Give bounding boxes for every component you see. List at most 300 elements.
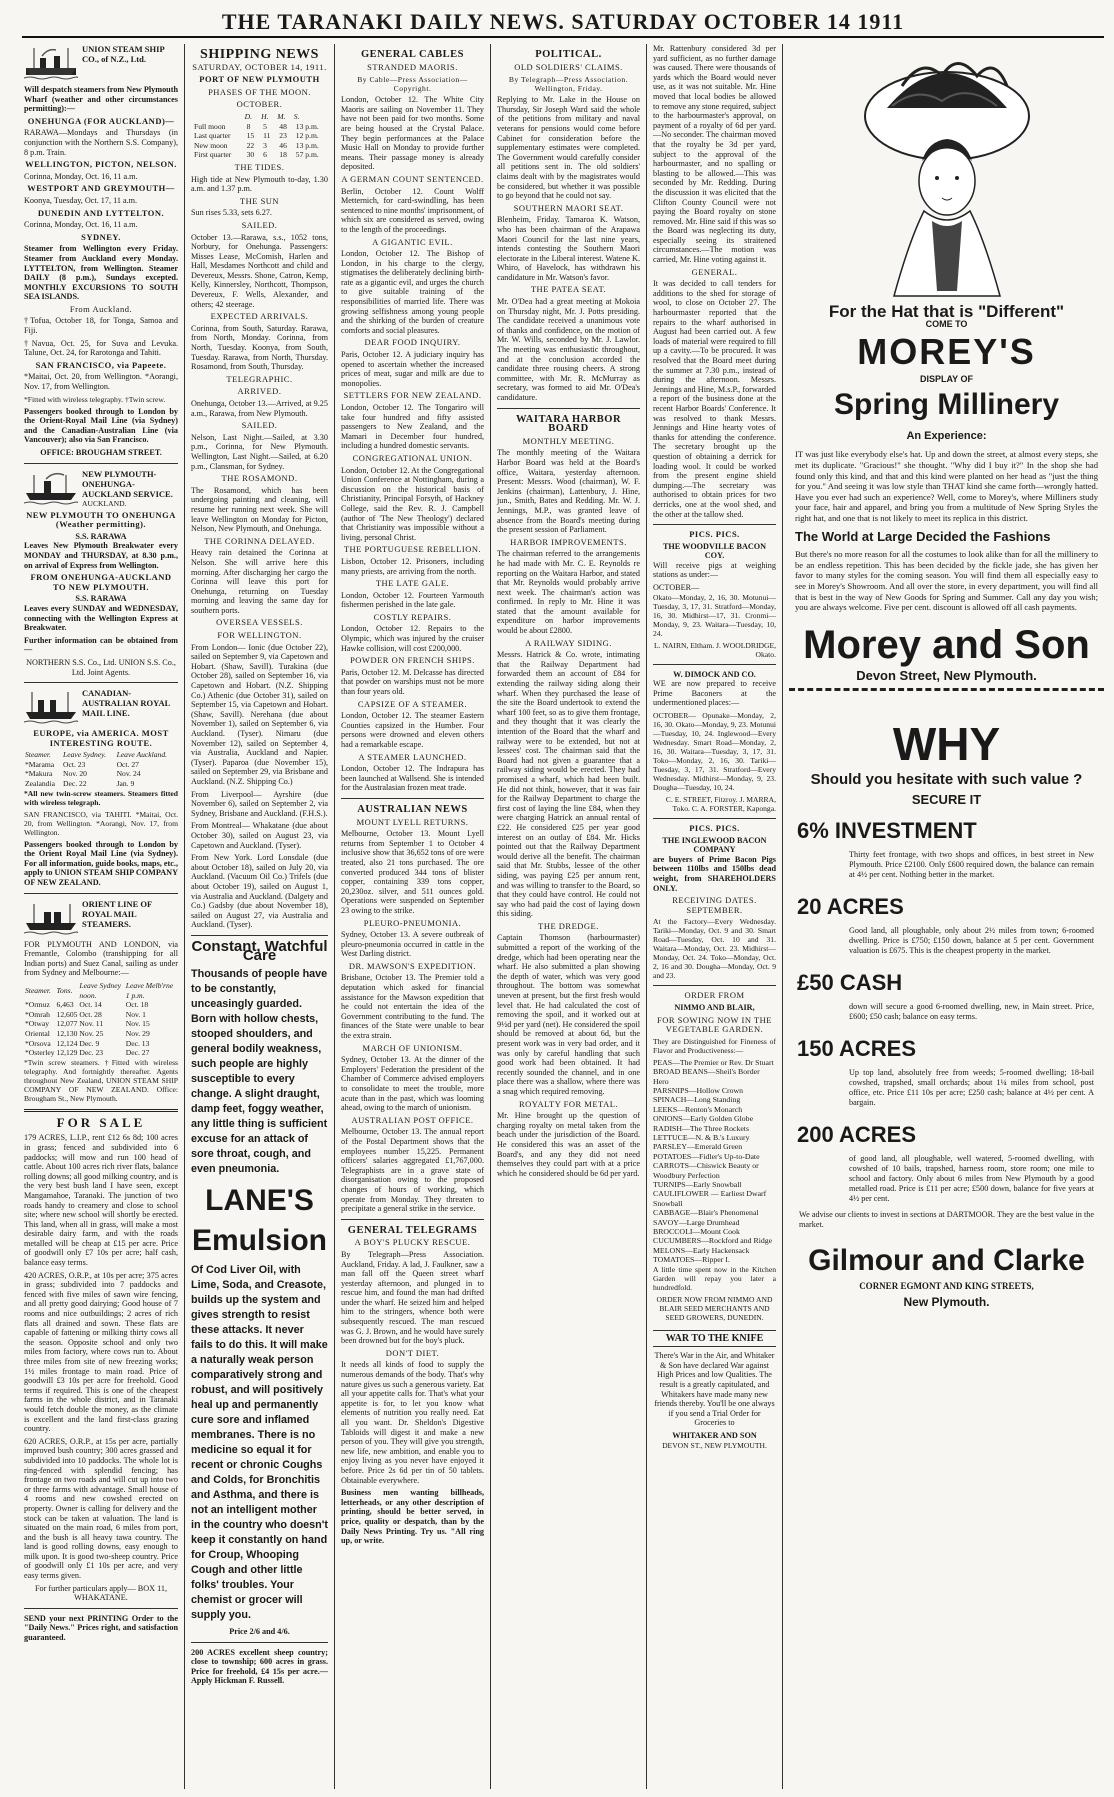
table-header: Steamer. <box>25 985 51 995</box>
morey-and-son: Morey and Son <box>803 622 1090 667</box>
repairs-heading: COSTLY REPAIRS. <box>373 611 452 622</box>
onehunga-body: RARAWA—Mondays and Thursdays (in conjunction with the Northern S.S. Company), 8 p.m. Train. <box>24 128 178 157</box>
divider <box>24 463 178 464</box>
divider <box>24 893 178 894</box>
gale-body: London, October 12. Fourteen Yarmouth fishermen perished in the late gale. <box>341 590 484 610</box>
table-cell: Zealandia <box>25 779 55 789</box>
war-address: DEVON ST., NEW PLYMOUTH. <box>662 1440 767 1450</box>
war-heading: WAR TO THE KNIFE <box>653 1330 776 1348</box>
table-cell: 57 p.m. <box>295 150 319 160</box>
table-header: M. <box>277 111 286 121</box>
pics-heading-2: PICS. PICS. <box>689 823 740 834</box>
dimock-agents: C. E. STREET, Fitzroy. J. MARRA, Toko. C. A. FORSTER, Kaponga. <box>665 795 776 814</box>
table-row <box>24 1019 178 1029</box>
inglewood-sub: RECEIVING DATES. SEPTEMBER. <box>672 895 757 915</box>
overseas-sub: FOR WELLINGTON. <box>217 630 302 641</box>
general-body: It was decided to call tenders for additions to the shed for storage of wool, to close on October 27. The harbourmaster reported that the repairs to the wharf authorised in August had been carried out. A few loads of material were required to fill up a cavity.—To be procured. It was resolved that the Board meet during the summer at 7.30 p.m., instead of during the afternoon. Messrs. Jennings and Hine, M.s.P., forwarded a report of the business done at the recent Harbor Boards' Conference. It was resolved to thank Messrs. Jennings and Hine hearty votes of thanks for attending the conference. The secretary brought up the question of obtaining a derrick for loading wool. It could be worked from the present engine shield dumping.—The secretary was authorised to obtain prices for two derricks, one at the wool shed, and the other at the tallow shed. <box>653 279 776 519</box>
dredge-heading: THE DREDGE. <box>538 920 599 931</box>
sf-heading: SAN FRANCISCO, via Papeete. <box>35 359 167 370</box>
claims-heading: OLD SOLDIERS' CLAIMS. <box>514 61 623 72</box>
list-item: CUCUMBERS—Rockford and Ridge <box>653 1236 773 1246</box>
list-item: PEAS—The Premier or Rev. Dr Stuart <box>653 1057 774 1067</box>
lane-constant-heading: Constant, Watchful Care <box>191 937 328 965</box>
masthead: THE TARANAKI DAILY NEWS. SATURDAY OCTOBER 14 1911 <box>22 8 1104 38</box>
table-cell: 12,605 <box>56 1009 78 1019</box>
list-item: RADISH—The Three Rockets <box>653 1123 749 1133</box>
steamship-icon <box>24 899 78 937</box>
nimmo-intro: They are Distinguished for Fineness of Flavor and Productiveness:— <box>653 1036 776 1055</box>
congr-heading: CONGREGATIONAL UNION. <box>352 452 473 463</box>
np-body-1: Leaves New Plymouth Breakwater every MONDAY and THURSDAY, at 8.30 p.m., on arrival of Express from Wellington. <box>24 541 178 570</box>
corinna-heading: THE CORINNA DELAYED. <box>204 535 315 546</box>
usc-intro: Will despatch steamers from New Plymouth Wharf (weather and other circumstances permitting):— <box>24 85 178 114</box>
table-cell: Nov. 20 <box>63 769 87 779</box>
table-cell: 12,077 <box>56 1019 78 1029</box>
table-cell: Full moon <box>194 121 226 131</box>
table-header <box>191 112 244 122</box>
table-header: Leave Melb'rne 1 p.m. <box>125 981 174 1000</box>
table-cell: 12,130 <box>56 1028 78 1038</box>
port-rebellion-heading: THE PORTUGUESE REBELLION. <box>343 544 482 555</box>
table-header: Leave Sydney. <box>63 750 107 760</box>
table-row <box>191 131 328 141</box>
wellington-body: Corinna, Monday, Oct. 16, 11 a.m. <box>24 171 138 181</box>
expected-body: Corinna, from South, Saturday. Rarawa, from North, Monday. Corinna, from North, Tuesday. Koonya, from South, Tuesday. Rarawa, from North, Thursday. Rosamond, from South, Thursday. <box>191 323 328 372</box>
column-harbor-and-ads <box>646 44 782 1789</box>
column-political <box>490 44 646 1789</box>
stranded-body: London, October 12. The White City Maoris are sailing on November 11. They have not been paid for two months. Some are being housed at the Crystal Palace. They begin performances at the Palace Music Hall on Monday to provide further means. Their passage money is already deposited. <box>341 95 484 172</box>
pleuro-body: Sydney, October 13. A severe outbreak of pleuro-pneumonia occurred in cattle in the West Darling district. <box>341 930 484 959</box>
sydney-heading: SYDNEY. <box>81 231 121 242</box>
harbor-heading: HARBOR IMPROVEMENTS. <box>510 536 627 547</box>
onehunga-heading: ONEHUNGA (FOR AUCKLAND)— <box>27 115 175 126</box>
car-note: *All new twin-screw steamers. Steamers fitted with wireless telegraph. <box>24 788 178 807</box>
why-question: Should you hesitate with such value ? <box>810 771 1083 789</box>
morey-world-body: But there's no more reason for all the costumes to look alike than for all the millinery to be an endless repetition. This has been decided by the fickle jade, she has given her favor to many styles for the coming season. You will find them all especially easy to see in Morey's Showroom. And all over the store, in every department, you will find all that is best in the way of New Goods for Spring and Summer. Call any day you wish; you are always welcome. Five per cent. discount is allowed off all cash payments. <box>795 549 1098 613</box>
np-agents: NORTHERN S.S. Co., Ltd. UNION S.S. Co., Ltd. Joint Agents. <box>26 657 176 677</box>
table-header: S. <box>293 111 300 121</box>
morey-spring: Spring Millinery <box>833 387 1060 421</box>
lane-price: Price 2/6 and 4/6. <box>229 1627 290 1637</box>
cash-body: down will secure a good 6-roomed dwelling, new, in Main street. Price, £600; £50 cash; balance on easy terms. <box>849 1002 1094 1022</box>
for-sale-heading: FOR SALE <box>56 1114 146 1130</box>
launched-heading: A STEAMER LAUNCHED. <box>358 751 467 762</box>
table-cell: 22 <box>246 140 255 150</box>
table-cell: Oct. 23 <box>63 759 86 769</box>
monthly-heading: MONTHLY MEETING. <box>522 435 615 446</box>
union-steam-ad <box>24 44 178 82</box>
royalty-heading: ROYALTY FOR METAL. <box>518 1098 619 1109</box>
table-cell: 12 p.m. <box>295 131 319 141</box>
np-ship-2: S.S. RARAWA <box>75 594 127 604</box>
acres-200-body: of good land, all ploughable, well watered, 5-roomed dwelling, with cowshed of 10 bails, trapshed, harness room, store room; one mile to school and factory. Only about 6 miles from New Plymouth by a good metalled road. Price is £11 per acre; £500 down, balance for five years at 4½ per cent. <box>849 1154 1094 1204</box>
woodville-month: OCTOBER— <box>653 583 700 593</box>
list-item: TOMATOES—Ripper I. <box>653 1255 730 1265</box>
acres-150-heading: 150 ACRES <box>797 1036 917 1062</box>
lyell-heading: MOUNT LYELL RETURNS. <box>356 816 469 827</box>
shipping-date: SATURDAY, OCTOBER 14, 1911. <box>192 61 327 72</box>
list-item: ONIONS—Early Golden Globe <box>653 1114 754 1124</box>
lane-title-2: Emulsion <box>191 1224 327 1258</box>
list-item: SPINACH—Long Standing <box>653 1095 741 1105</box>
general-cables-heading: GENERAL CABLES <box>361 49 464 60</box>
rosamond-heading: THE ROSAMOND. <box>221 473 298 484</box>
diet-heading: DON'T DIET. <box>385 1347 440 1358</box>
rosamond-body: The Rosamond, which has been undergoing painting and cleaning, will resume her running next week. She will leave Wellington on Monday for Picton, Nelson, New Plymouth, and Onehunga. <box>191 485 328 534</box>
table-header: Tons. <box>56 985 73 995</box>
food-heading: DEAR FOOD INQUIRY. <box>364 337 461 348</box>
nimmo-title: NIMMO AND BLAIR, <box>674 1002 755 1012</box>
overseas-london: From London— Ionic (due October 22), sailed on September 9, via Capetown and Hobart. (Shaw, Savill). Turakina (due October 28), sailed on September 16, via Capetown and Hobart. (N.Z. Shipping Co.) Athenic (due October 31), sailed on September 15, via Capetown and Hobart. (Shaw, Savill). Nerehana (due about November 1), sailed on September 6, via Auckland. (Tyser). Nimaru (due November 12), sailed on September 4, via Australia, Auckland and Napier. (Tyser). Paparoa (due November 15), sailed on September 29, via Brisbane and Auckland. (N.Z. Shipping Co.) <box>191 642 328 786</box>
expected-heading: EXPECTED ARRIVALS. <box>210 311 309 322</box>
car-table <box>24 750 178 788</box>
claims-body: Replying to Mr. Lake in the House on Thursday, Sir Joseph Ward said the whole of the petitions from military and naval veterans for pensions would come before Cabinet for consideration before the supplementary estimates were completed. The Government would carefully consider all petitions sent in. The old soldiers' claims dealt with by the magistrates would be considered, but whether it was possible to go beyond that he could not say. <box>497 95 640 201</box>
evil-heading: A GIGANTIC EVIL. <box>372 236 453 247</box>
why-heading: WHY <box>892 718 1001 771</box>
woodville-title: THE WOODVILLE BACON COY. <box>662 541 767 561</box>
mawson-body: Brisbane, October 13. The Premier told a deputation which asked for financial assistance for the Mawson expedition that he could not entertain the idea of the Government contributing to the fund. The finances of the State were unable to bear the extra strain. <box>341 973 484 1041</box>
table-cell: Dec. 13 <box>125 1038 150 1048</box>
table-cell: Oct. 28 <box>79 1009 102 1019</box>
car-sub: EUROPE, via AMERICA. MOST INTERESTING ROUTE. <box>33 728 169 748</box>
table-cell: *Makura <box>25 769 53 779</box>
table-row <box>24 1000 178 1010</box>
sailed-body: October 13.—Rarawa, s.s., 1052 tons, Norbury, for Onehunga. Passengers: Misses Lease, McComish, Harlen and Hall, Mesdames Northcott and child and Devereux, Messrs. Shone, Catron, Kemp, Kelly, Kinnersley, Northcott, Thompson, Devereux, F. Wells, Alexander, and others; 42 steerage. <box>191 232 328 309</box>
dimock-title: W. DIMOCK AND CO. <box>673 669 756 679</box>
table-cell: Nov. 25 <box>79 1028 104 1038</box>
german-heading: A GERMAN COUNT SENTENCED. <box>341 173 484 184</box>
arrived-heading: ARRIVED. <box>237 386 282 397</box>
car-passengers: Passengers booked through to London by the Orient Royal Mail Line (via Sydney). For all information, guide books, maps, etc., apply to UNION STEAM SHIP COMPANY OF NEW ZEALAND. <box>24 839 178 888</box>
lyell-body: Melbourne, October 13. Mount Lyell returns from September 1 to October 4 inclusive show that 36,652 tons of ore were treated, also 21 tons purchased. The ore converted produced 344 tons of blister copper, containing 339 tons copper, 20,230oz. silver, and 511 ounces gold. Operations were suspended on September 23 owing to the strike. <box>341 829 484 915</box>
wellington-heading: WELLINGTON, PICTON, NELSON. <box>25 159 177 170</box>
woodville-agents: L. NAIRN, Eltham. J. WOOLDRIDGE, Okato. <box>654 640 776 659</box>
list-item: PARSNIPS—Hollow Crown <box>653 1085 744 1095</box>
table-cell: Dec. 22 <box>63 779 87 789</box>
war-body: There's War in the Air, and Whitaker & Son have declared War against High Prices and low Qualities. The result is a greatly capitulated, and Whitakers have made many new friends thereby. You'll be one always if you send a Trial Order for Groceries to <box>654 1351 775 1428</box>
pics-heading-1: PICS. PICS. <box>689 529 740 540</box>
pleuro-heading: PLEURO-PNEUMONIA. <box>363 917 462 928</box>
post-body: Melbourne, October 13. The annual report of the Postal Department shows that the employees number 15,225. Permanent officers' salaries aggregated £1,767,000. Telegraphists are in a grave state of disorganisation owing to the proposed changes of hours of working, which operate from Monday. They threaten to precipitate a general strike in the service. <box>341 1127 484 1214</box>
np-info: Further information can be obtained from— <box>24 635 178 655</box>
siding-body: Messrs. Hatrick & Co. wrote, intimating that the Railway Department had forwarded them an account of £84 for extending the railway siding along their wharf. When they purchased the lease of the site the Board undertook to extend the wharf 100 feet, so as to give them frontage, and they thought that it was clearly the intention of the Board that the wharf and railway were to be extended, but not at lessees' cost. The chairman said that the Board had not given a guarantee that a railway siding would be erected. They had promised a wharf, which had been built. He did not think, however, that it was fair for the Railway Department to charge the first cost of laying the line £84, when they were charging Hatrick an annual rental of £22. He considered £25 per year good interest on an outlay of £84. Mr. Hicks pointed out that the Railway Department would derive all the benefit. The chairman said that Mr. Stubbs, lessee of the other siding, was paying £25 per annum rent, and was willing to transfer to the Board, so that they could have control. He could not say who had paid the cost of laying down this siding. <box>497 650 640 919</box>
table-cell: Nov. 24 <box>116 769 141 779</box>
sailed2-body: Nelson, Last Night.—Sailed, at 3.30 p.m., Corinna, for New Plymouth. Wellington, Last Night.—Sailed, at 6.20 p.m., Clansman, for Sydney. <box>191 432 328 471</box>
morey-experience-heading: An Experience: <box>906 429 987 442</box>
inglewood-title: THE INGLEWOOD BACON COMPANY <box>662 835 767 855</box>
overseas-newyork: From New York. Lord Lonsdale (due about October 18), sailed on July 20, via Auckland. (Vacuum Oil Co.) Trifels (due about October 19), sailed on August 1, via Australia and Auckland. (Dalgety and Co.) Gadsby (due about November 18), sailed on August 27, via Australia and Auckland. (Tyser). <box>191 853 328 930</box>
divider <box>24 682 178 683</box>
np-title: NEW PLYMOUTH-ONEHUNGA-AUCKLAND SERVICE. <box>82 468 173 499</box>
cash-heading: £50 CASH <box>797 970 903 996</box>
nimmo-order: ORDER NOW FROM NIMMO AND BLAIR SEED MERCHANTS AND SEED GROWERS, DUNEDIN. <box>656 1294 773 1322</box>
woodville-list: Okato—Monday, 2, 16, 30. Motunui—Tuesday, 3, 17, 31. Stratford—Monday, 16, 30. Midhirst—17, 31. Cronmi—Monday, 9, 23. Waitara—Tuesday, 10, 24. <box>653 592 776 638</box>
table-row <box>24 779 178 789</box>
table-cell: Oct. 18 <box>125 1000 149 1010</box>
table-cell: New moon <box>194 140 228 150</box>
divider <box>341 798 484 799</box>
lane-body-1: Thousands of people have to be constantly, unceasingly guarded. Born with hollow chests, stooped shoulders, and general bodily weakness, such people are highly susceptible to every change. A slight draught, damp feet, foggy weather, any little thing is sufficient excuse for an attack of sore throat, cough, and even pneumonia. <box>191 968 328 1176</box>
table-cell: 12,129 <box>56 1048 78 1058</box>
harbor-continued: Mr. Rattenbury considered 3d per yard sufficient, as no further damage was caused. There were thousands of yards which the Board would never use, as it was not suitable. Mr. Hine moved that local bodies be allowed to remove any stone required, subject to the harbourmaster's approval, on payment of a royalty of 6d per yard.—No seconder. The chairman moved that the royalty be 3d per yard, subject to the approval of the harbourmaster, and no spalling or blasting to be allowed.—This was seconded by Mr. Redding. During the discussion it was elicited that the Clifton County Council were not paying the Board royalty on stone removed. Mr. Hine said if this was so the Board was neglecting its duty, especially seeing its straitened circumstances.—The motion was carried, Mr. Hine voting against it. <box>653 44 776 265</box>
np-heading-1: NEW PLYMOUTH TO ONEHUNGA (Weather permitting). <box>26 509 176 530</box>
morey-display: DISPLAY OF <box>919 374 973 385</box>
canadian-ad <box>24 688 178 726</box>
tides-body: High tide at New Plymouth to-day, 1.30 a.m. and 1.37 p.m. <box>191 174 328 194</box>
siding-heading: A RAILWAY SIDING. <box>525 637 612 648</box>
table-cell: 30 <box>246 150 255 160</box>
acres-20-body: Good land, all ploughable, only about 2½ miles from town; 6-roomed dwelling. Price is £750; £150 down, balance at 5 per cent. Government valuation is £675. This is the cheapest property in the market. <box>849 926 1094 956</box>
orient-table <box>24 981 178 1058</box>
table-cell: 18 <box>279 150 287 160</box>
table-cell: Nov. 11 <box>79 1019 104 1029</box>
gale-heading: THE LATE GALE. <box>375 578 450 589</box>
steamship-icon <box>24 688 78 726</box>
inglewood-list: At the Factory—Every Wednesday. Tariki—Monday, Oct. 9 and 30. Smart Road—Tuesday, Oct. 10 and 31. Waitara—Monday, Oct. 23. Midhirst—Monday, Oct. 24. Toko—Monday, Oct. 2, 16 and 30. Dougha—Monday, Oct. 9 and 23. <box>653 917 776 981</box>
post-heading: AUSTRALIAN POST OFFICE. <box>351 1114 474 1125</box>
unionism-heading: MARCH OF UNIONISM. <box>362 1042 463 1053</box>
table-cell: 12,124 <box>56 1038 78 1048</box>
orient-note: *Twin screw steamers. †Fitted with wireless telegraphy. And fortnightly thereafter. Agents throughout New Zealand, UNION STEAM SHIP COMPANY OF NEW ZEALAND. Office: Brougham St., New Plymouth. <box>24 1057 178 1103</box>
table-cell: 13 p.m. <box>295 140 319 150</box>
divider <box>497 408 640 409</box>
morey-experience-body: IT was just like everybody else's hat. Up and down the street, at almost every steps, she met its duplicate. "Gracious!" she thought. "Why did I buy it?" In the shop she had found only this kind, and that and this kind were planted on her head as "just the thing for you." And seeing it was low style than THAT kind she came forth—wrongly hatted. Have you ever had such an experience? Well, come to Morey's, where Milliners study your face, hair and apparel, and bring you from a multitude of New Spring Styles the right hat, and one that is not likely to meet its replica in this district. <box>795 449 1098 523</box>
list-item: LEEKS—Renton's Monarch <box>653 1104 743 1114</box>
lane-title-1: LANE'S <box>205 1184 314 1218</box>
column-shipping-ads <box>18 44 184 1789</box>
list-item: BROCCOLI—Mount Cook <box>653 1227 740 1237</box>
general-telegrams-heading: GENERAL TELEGRAMS <box>347 1224 478 1236</box>
vegetable-list <box>653 1058 776 1265</box>
gilmour-address: CORNER EGMONT AND KING STREETS, <box>859 1281 1034 1292</box>
settlers-body: London, October 12. The Tongariro will take four hundred and fifty assisted passengers to New Zealand, and the Mamari in December four hundred, including a hundred domestic servants. <box>341 403 484 451</box>
table-cell: 11 <box>263 131 271 141</box>
table-cell: 8 <box>246 121 251 131</box>
list-item: POTATOES—Fidler's Up-to-Date <box>653 1151 760 1161</box>
table-row <box>24 1039 178 1049</box>
navua-line: †Navua, Oct. 25, for Suva and Levuka. Talune, Oct. 24, for Rarotonga and Tahiti. <box>24 338 178 358</box>
investment-heading: 6% INVESTMENT <box>797 818 977 844</box>
table-cell: Dec. 23 <box>79 1048 104 1058</box>
patea-body: Mr. O'Dea had a great meeting at Mokoia on Thursday night, Mr. J. Potts presiding. The candidate received a unanimous vote of thanks and confidence, on the motion of Mr. W. Wills, seconded by Mr. J. Lawlor. The meeting was enthusiastic throughout, and at the conclusion accorded the candidate three rousing cheers. A strong committee, with Mr. R. McMurray as secretary, was formed to aid Mr. O'Dea's candidature. <box>497 297 640 402</box>
np-ship-1: S.S. RARAWA <box>75 531 127 541</box>
lane-body-2: Of Cod Liver Oil, with Lime, Soda, and Creasote, builds up the system and gives strength to resist these attacks. It never fails to do this. It will make a naturally weak person comparatively strong and robust, and will positively heal up and permanently cure sore and inflamed membranes. There is no medicine so equal it for recent or chronic Coughs and Colds, for Bronchitis and Asthma, and there is not an intelligent mother in the country who doesn't keep it constantly on hand for Croup, Whooping Cough and other little folks' troubles. Your chemist or grocer will supply you. <box>191 1264 328 1622</box>
sailed2-heading: SAILED. <box>241 420 278 431</box>
table-cell: Last quarter <box>194 131 231 141</box>
capsize-heading: CAPSIZE OF A STEAMER. <box>357 698 468 709</box>
westport-heading: WESTPORT AND GREYMOUTH— <box>27 183 175 194</box>
table-cell: *Otway <box>25 1019 50 1029</box>
table-cell: *Osterley <box>25 1048 55 1058</box>
table-cell: Oct. 14 <box>79 1000 102 1010</box>
passengers-note: Passengers booked through to London by the Orient-Royal Mail Line (via Sydney) and the Canadian-Australian Line (via Vancouver); also via San Francisco. <box>24 406 178 445</box>
list-item: CABBAGE—Blair's Phenomenal <box>653 1208 759 1218</box>
maori-heading: SOUTHERN MAORI SEAT. <box>513 202 624 213</box>
list-item: MELONS—Early Hackensack <box>653 1245 750 1255</box>
morey-hat-heading: For the Hat that is "Different" <box>828 302 1065 321</box>
table-header: H. <box>261 111 269 121</box>
list-item: BROAD BEANS—Sheil's Border Hero <box>653 1067 760 1086</box>
table-cell: Dec. 9 <box>79 1038 100 1048</box>
secure-it: SECURE IT <box>911 791 982 807</box>
telegraphic-heading: TELEGRAPHIC. <box>226 373 293 384</box>
office-line: OFFICE: BROUGHAM STREET. <box>40 448 162 457</box>
steamship-icon <box>24 469 78 507</box>
waitara-heading: WAITARA HARBOR BOARD <box>515 413 622 435</box>
table-cell: *Marama <box>25 759 55 769</box>
diet-body: It needs all kinds of food to supply the numerous demands of the body. That's why nature gives us such a generous variety. Eat all your appetite calls for. That's what your appetite is for, to let you know what elements of nutrition you really need. Eat all you want. Dr. Sheldon's Digestive Tabloids will digest it and make a new person of you. They will give you strength, new life, new ambition, and enable you to enjoy living as you never have enjoyed it before. Price 2s 6d per tin of 50 tablets. Obtainable everywhere. <box>341 1360 484 1485</box>
np-heading-2: FROM ONEHUNGA-AUCKLAND TO NEW PLYMOUTH. <box>30 572 172 592</box>
acres-200-heading: 200 ACRES <box>797 1122 917 1148</box>
divider <box>789 688 1104 691</box>
patea-heading: THE PATEA SEAT. <box>530 284 607 295</box>
maitai-line: *Maitai, Oct. 20, from Wellington. *Aorangi, Nov. 17, from Wellington. <box>24 372 178 392</box>
inglewood-body: are buyers of Prime Bacon Pigs between 110lbs and 150lbs dead weight, from SHAREHOLDERS ONLY. <box>653 854 776 893</box>
table-row <box>191 141 328 151</box>
table-cell: *Orsova <box>25 1038 51 1048</box>
tides-heading: THE TIDES. <box>234 161 285 172</box>
table-header: Leave Sydney noon. <box>79 981 121 1000</box>
table-cell: 6 <box>263 150 267 160</box>
shipping-news-heading: SHIPPING NEWS <box>200 47 319 62</box>
powder-body: Paris, October 12. M. Delcasse has directed that powder on warships must not be more than four years old. <box>341 667 485 697</box>
tofua-line: †Tofua, October 18, for Tonga, Samoa and Fiji. <box>24 316 178 336</box>
moon-phases-table <box>191 112 328 160</box>
dimock-body: WE are now prepared to receive Prime Baconers at the undermentioned places:— <box>653 679 776 708</box>
table-cell: 23 <box>279 131 287 141</box>
column-general-cables <box>334 44 490 1789</box>
german-body: Berlin, October 12. Count Wolff Metternich, for card-swindling, has been sentenced to nine months' imprisonment, of which six are considered as served, owing to the length of the proceedings. <box>341 186 484 234</box>
phases-heading: PHASES OF THE MOON. <box>208 86 311 97</box>
divider <box>653 818 776 819</box>
usc-title: UNION STEAM SHIP CO., of N.Z., Ltd. <box>82 44 165 64</box>
list-item: PARSLEY—Emerald Green <box>653 1142 743 1152</box>
morey-world-heading: The World at Large Decided the Fashions <box>795 528 1051 544</box>
wireless-note: *Fitted with wireless telegraphy. †Twin screw. <box>24 394 166 404</box>
advise-note: We advise our clients to invest in sections at DARTMOOR. They are the best value in the market. <box>799 1210 1094 1230</box>
list-item: CARROTS—Chiswick Beauty or Woodbury Perfection <box>653 1161 759 1180</box>
sailed-heading: SAILED. <box>241 219 278 230</box>
settlers-heading: SETTLERS FOR NEW ZEALAND. <box>343 390 482 401</box>
unionism-body: Sydney, October 13. At the dinner of the Employers' Federation the president of the Chamber of Commerce advised employers to consolidate to meet the trouble, more acute than in the past, which was looming ahead, owing to the march of unionism. <box>341 1055 484 1113</box>
orient-body: FOR PLYMOUTH AND LONDON, via Fremantle, Colombo (transhipping for all Indian ports) and Suez Canal, sailing as under from Sydney and Melbourne:— <box>24 939 178 978</box>
table-row <box>24 760 178 770</box>
evil-body: London, October 12. The Bishop of London, in his charge to the clergy, stigmatises the deliberately declining birth-rate as a gigantic evil, and urges the church to give suitable training of the responsibilities of married life. There was growing selfishness among young people and the shirking of the burden of creature comforts and social pleasures. <box>341 249 484 335</box>
general-heading: GENERAL. <box>691 266 738 277</box>
steamship-icon <box>24 44 78 82</box>
gilmour-clarke: Gilmour and Clarke <box>808 1244 1085 1278</box>
sale-listing-3: 620 ACRES, O.R.P., at 15s per acre, partially improved bush country; 300 acres grassed and subdivided into 10 paddocks. The whole lot is ring-fenced with splendid fencing; has frontage on two roads and will cut up into two or three farms with advantage. Small house of 4 rooms and new cowshed erected on property. Owner is calling for delivery and the stock can be taken at valuation. The land is situated on the main road, 6 miles from port, and the bush is all heavy tawa country. The land is good rolling downs, easy enough to milk upon. It is good two-sheep country. Price of goodwill only £1 10s per acre, and very easy terms given. <box>24 1436 178 1581</box>
capsize-body: London, October 12. The steamer Eastern Counties capsized in the Humber. Four persons were drowned and eleven others had a remarkable escape. <box>341 711 484 749</box>
war-name: WHITAKER AND SON <box>672 1431 757 1441</box>
table-header: D. <box>244 111 252 121</box>
table-row <box>24 1029 178 1039</box>
rescue-heading: A BOY'S PLUCKY RESCUE. <box>354 1237 471 1248</box>
np-sub: AUCKLAND. <box>82 498 127 508</box>
table-cell: 3 <box>263 140 267 150</box>
table-cell: 5 <box>263 121 267 131</box>
westport-body: Koonya, Tuesday, Oct. 17, 11 a.m. <box>24 195 138 205</box>
acres-150-body: Up top land, absolutely free from weeds; 5-roomed dwelling; 18-bail cowshed, trapshed, small orchards; about 1¼ miles from school, post office, etc. Price £11 10s per acre; £250 cash; balance at 4½ per cent. A bargain. <box>849 1068 1094 1108</box>
congr-body: London, October 12. At the Congregational Union Conference at Nottingham, during a discussion on the historical basis of Christianity, Principal Forsyth, of Hackney College, said the Rev. R. J. Campbell (author of 'The New Theology') declared that Christianity was impossible without a living, personal Christ. <box>341 465 484 542</box>
table-cell: Oct. 27 <box>116 759 139 769</box>
ad-200-acres: 200 ACRES excellent sheep country; close to township; 600 acres in grass. Price for freehold, £4 15s per acre.—Apply Hickman F. Russell. <box>191 1647 328 1686</box>
table-cell: Nov. 15 <box>125 1019 150 1029</box>
table-cell: Oriental <box>25 1028 50 1038</box>
table-row <box>191 122 328 132</box>
investment-body: Thirty feet frontage, with two shops and offices, in best street in New Plymouth. Price £2100. Only £600 required down, the balance can remain at 4½ per cent. Nothing better in the market. <box>849 850 1094 880</box>
np-service-ad <box>24 469 178 508</box>
orient-title: ORIENT LINE OF ROYAL MAIL STEAMERS. <box>82 898 152 929</box>
nimmo-note: A little time spent now in the Kitchen Garden will repay you later a hundredfold. <box>653 1264 776 1292</box>
powder-heading: POWDER ON FRENCH SHIPS. <box>350 655 475 666</box>
stranded-heading: STRANDED MAORIS. <box>367 61 458 72</box>
port-heading: PORT OF NEW PLYMOUTH <box>199 74 320 85</box>
morey-address: Devon Street, New Plymouth. <box>856 667 1037 683</box>
table-row <box>24 769 178 779</box>
mawson-heading: DR. MAWSON'S EXPEDITION. <box>348 960 477 971</box>
column-shipping-news <box>184 44 334 1789</box>
dunedin-body: Corinna, Monday, Oct. 16, 11 a.m. <box>24 220 138 230</box>
table-cell: 46 <box>279 140 287 150</box>
table-header: Leave Auckland. <box>116 750 168 760</box>
repairs-body: London, October 12. Repairs to the Olympic, which was injured by the cruiser Hawke collision, will cost £200,000. <box>341 624 484 653</box>
press-line: By Cable—Press Association—Copyright. <box>357 75 468 94</box>
table-cell: First quarter <box>194 150 232 160</box>
divider <box>24 1608 178 1609</box>
divider <box>653 985 776 986</box>
list-item: CAULIFLOWER — Earliest Dwarf Snowball <box>653 1189 767 1208</box>
car-title: CANADIAN-AUSTRALIAN ROYAL MAIL LINE. <box>82 688 170 719</box>
table-header: Steamer. <box>25 750 51 760</box>
column-display-ads <box>782 44 1110 1789</box>
table-cell: Jan. 9 <box>116 779 135 789</box>
corinna-body: Heavy rain detained the Corinna at Nelson. She will arrive here this morning. After discharging her cargo the Corinna will leave this port for Onehunga, returning on Tuesday morning and leaving the same day for southern ports. <box>191 548 328 615</box>
table-row <box>191 150 328 160</box>
table-cell: Nov. 29 <box>125 1028 150 1038</box>
monthly-body: The monthly meeting of the Waitara Harbor Board was held at the Board's office, Waitara, yesterday afternoon. Present: Messrs. Wood (chairman), W. F. Jenkins (chairman), Lattenbury, J. Hine, jun., Smith, Bates and Redding. Mr. W. J. Jennings, M.P., was granted leave of absence from the Board's meeting during the present session of Parliament. <box>497 448 640 535</box>
overseas-montreal: From Montreal— Whakatane (due about October 30), sailed on August 23, via Capetown and Auckland. (Tyser). <box>191 821 328 850</box>
orient-ad <box>24 899 178 937</box>
hat-woman-illustration-icon <box>862 46 1032 301</box>
sale-listing-2: 420 ACRES, O.R.P., at 10s per acre; 375 acres in grass; subdivided into 7 paddocks and fenced with five miles of sawn wire fencing, and all pretty good dairying; Good house of 7 rooms and nice outbuildings; 2 acres of rich flats all drained and sown. These flats are capable of fattening or milking thirty cows all the season. Opposite school and only two miles from factory, where cows run to. About three miles from site of new freezing works; 1½ miles frontage to main road. Price of goodwill £3 10s per acre for freehold. Good terms if required. This is one of the cheapest farms in the whole district, and in Taranaki would fetch double the money, as the climate is excellent and the land first-class grazing country. <box>24 1270 178 1434</box>
overseas-heading: OVERSEA VESSELS. <box>216 617 303 628</box>
harbor-body: The chairman referred to the arrangements he had made with Mr. C. E. Reynolds re reporting on the Waitara Harbor, and stated that Mr. Reynolds would probably arrive next week. The chairman's action was confirmed. In reply to Mr. Hine it was stated that the amount available for expenditure on harbor improvements would be about £2800. <box>497 549 640 636</box>
sun-body: Sun rises 5.33, sets 6.27. <box>191 208 272 218</box>
sun-heading: THE SUN <box>239 195 280 206</box>
sale-listing-1: 179 ACRES, L.I.P., rent £12 6s 8d; 100 acres in grass; fenced and subdivided into 6 paddocks; will mow and run 100 head of cattle. About 100 acres rich river flats, balance rolling downs; all good milking country, and is the very best bush land I have seen, except Mangamahoe, Taranaki. The junction of two roads handy to creamery and close to school site; where new school will shortly be erected. This land, when all in grass, will make a most desirable dairy farm, and with the roads metalled will be cheap at £15 per acre. Price of goodwill only £7 10s per acre; half cash, balance easy terms. <box>24 1133 178 1268</box>
woodville-body: Will receive pigs at weighing stations as under:— <box>653 560 776 580</box>
list-item: TURNIPS—Early Snowball <box>653 1180 742 1190</box>
maori-body: Blenheim, Friday. Tamaroa K. Watson, who has been chairman of the Arapawa Maori Council for the last nine years, intends contesting the Southern Maori electorate in the Liberal interest. Watene K. Whiro, of Havelock, has withdrawn his candidature in Mr. Watson's favor. <box>497 215 640 282</box>
np-body-2: Leaves every SUNDAY and WEDNESDAY, connecting with the Wellington Express at Breakwater. <box>24 603 178 633</box>
divider <box>653 664 776 665</box>
table-cell: Dec. 27 <box>125 1048 150 1058</box>
dunedin-heading: DUNEDIN AND LYTTELTON. <box>37 207 165 218</box>
table-cell: 48 <box>279 121 287 131</box>
phases-month: OCTOBER. <box>236 99 283 110</box>
sydney-body: Steamer from Wellington every Friday. Steamer from Auckland every Monday. LYTTELTON, from Wellington. Steamer DAILY (8 p.m.), Sundays excepted. MONTHLY EXCURSIONS TO SOUTH SEA ISLANDS. <box>24 244 178 302</box>
australian-news-heading: AUSTRALIAN NEWS <box>357 803 468 815</box>
morey-come: COME TO <box>925 318 968 329</box>
divider <box>191 1642 328 1643</box>
table-row <box>24 1010 178 1020</box>
food-body: Paris, October 12. A judiciary inquiry has opened to ascertain whether the increased prices of meat, sugar and milk are due to monopolies. <box>341 350 484 388</box>
sale-address: For further particulars apply— BOX 11, WHAKATANE. <box>34 1583 168 1603</box>
table-cell: *Omrah <box>25 1009 50 1019</box>
dredge-body: Captain Thomson (harbourmaster) submitted a report of the working of the dredge, which had been operating near the wharf. He also submitted a plan showing the depth of water, which was very good throughout. The bottom was somewhat uneven at present, but the first fresh would level that. He had calculated the cost of removing the spoil, and it worked out at 9½d per yard (net). He considered the spoil should be removed at about 6d, but the present work was in very bad order, and it was only by careful handling that such good work had been obtained. It had recently sounded the channel, and in one place there was a shallow, where there was a snag which required removing. <box>497 933 640 1096</box>
overseas-liverpool: From Liverpool— Ayrshire (due November 6), sailed on September 2, via Sydney, Brisbane and Auckland. (F.H.S.). <box>191 789 328 818</box>
